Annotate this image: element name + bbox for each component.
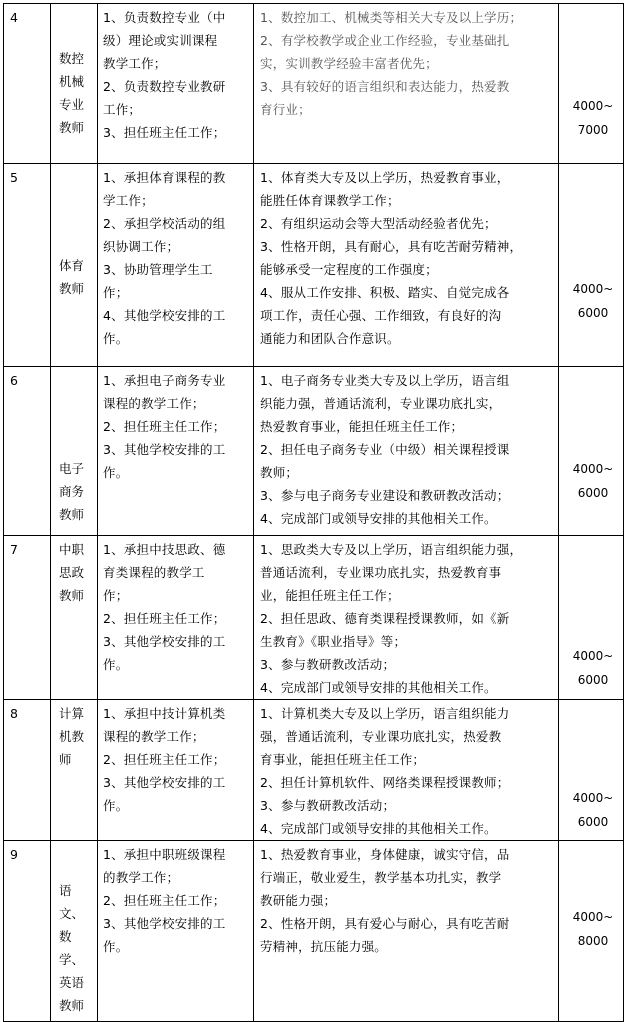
row-number: 7 xyxy=(4,536,51,700)
duties-cell: 1、承担中职班级课程 的教学工作； 2、担任班主任工作； 3、其他学校安排的工 作。 xyxy=(98,841,254,1022)
duties-cell: 1、承担电子商务专业 课程的教学工作； 2、担任班主任工作； 3、其他学校安排的工 作。 xyxy=(98,367,254,536)
table-row xyxy=(4,841,624,1022)
duties-cell: 1、负责数控专业（中 级）理论或实训课程 教学工作； 2、负责数控专业教研 工作； 3、担任班主任工作； xyxy=(98,4,254,164)
position-name: 语 文、 数 学、 英语 教师 xyxy=(51,841,98,1022)
salary-cell: 4000~ 6000 xyxy=(559,536,624,700)
requirements-cell: 1、热爱教育事业，身体健康，诚实守信，品 行端正，敬业爱生，教学基本功扎实，教学 教研能力强； 2、性格开朗，具有爱心与耐心，具有吃苦耐 劳精神，抗压能力强。 xyxy=(254,841,559,1022)
row-number: 4 xyxy=(4,4,51,164)
requirements-cell: 1、思政类大专及以上学历，语言组织能力强， 普通话流利，专业课功底扎实，热爱教育事 业，能担任班主任工作； 2、担任思政、德育类课程授课教师，如《新 生教育》《职业指导》等； 3、参与教研教改活动； 4、完成部门或领导安排的其他相关工作。 xyxy=(254,536,559,700)
salary-cell: 4000~ 7000 xyxy=(559,4,624,164)
table-row xyxy=(4,367,624,536)
salary-cell: 4000~ 6000 xyxy=(559,367,624,536)
requirements-cell: 1、数控加工、机械类等相关大专及以上学历； 2、有学校教学或企业工作经验，专业基础扎 实，实训教学经验丰富者优先； 3、具有较好的语言组织和表达能力，热爱教 育行业； xyxy=(254,4,559,164)
table-row xyxy=(4,536,624,700)
table-row xyxy=(4,164,624,367)
requirements-cell: 1、电子商务专业类大专及以上学历，语言组 织能力强，普通话流利，专业课功底扎实， 热爱教育事业，能担任班主任工作； 2、担任电子商务专业（中级）相关课程授课 教师； 3、参与电子商务专业建设和教研教改活动； 4、完成部门或领导安排的其他相关工作。 xyxy=(254,367,559,536)
salary-cell: 4000~ 8000 xyxy=(559,841,624,1022)
position-name: 中职 思政 教师 xyxy=(51,536,98,700)
duties-cell: 1、承担体育课程的教 学工作； 2、承担学校活动的组 织协调工作； 3、协助管理学生工 作； 4、其他学校安排的工 作。 xyxy=(98,164,254,367)
row-number: 6 xyxy=(4,367,51,536)
position-name: 计算 机教 师 xyxy=(51,700,98,841)
table-row xyxy=(4,700,624,841)
recruitment-table xyxy=(3,3,624,1022)
table-row xyxy=(4,4,624,164)
requirements-cell: 1、体育类大专及以上学历，热爱教育事业， 能胜任体育课教学工作； 2、有组织运动会等大型活动经验者优先； 3、性格开朗，具有耐心，具有吃苦耐劳精神， 能够承受一定程度的工作强度； 4、服从工作安排、积极、踏实、自觉完成各 项工作，责任心强、工作细致，有良好的沟 通能力和团队合作意识。 xyxy=(254,164,559,367)
row-number: 9 xyxy=(4,841,51,1022)
position-name: 体育 教师 xyxy=(51,164,98,367)
requirements-cell: 1、计算机类大专及以上学历，语言组织能力 强，普通话流利，专业课功底扎实，热爱教 育事业，能担任班主任工作； 2、担任计算机软件、网络类课程授课教师； 3、参与教研教改活动； 4、完成部门或领导安排的其他相关工作。 xyxy=(254,700,559,841)
position-name: 电子 商务 教师 xyxy=(51,367,98,536)
row-number: 5 xyxy=(4,164,51,367)
duties-cell: 1、承担中技思政、德 育类课程的教学工 作； 2、担任班主任工作； 3、其他学校安排的工 作。 xyxy=(98,536,254,700)
position-name: 数控 机械 专业 教师 xyxy=(51,4,98,164)
salary-cell: 4000~ 6000 xyxy=(559,164,624,367)
row-number: 8 xyxy=(4,700,51,841)
duties-cell: 1、承担中技计算机类 课程的教学工作； 2、担任班主任工作； 3、其他学校安排的工 作。 xyxy=(98,700,254,841)
salary-cell: 4000~ 6000 xyxy=(559,700,624,841)
